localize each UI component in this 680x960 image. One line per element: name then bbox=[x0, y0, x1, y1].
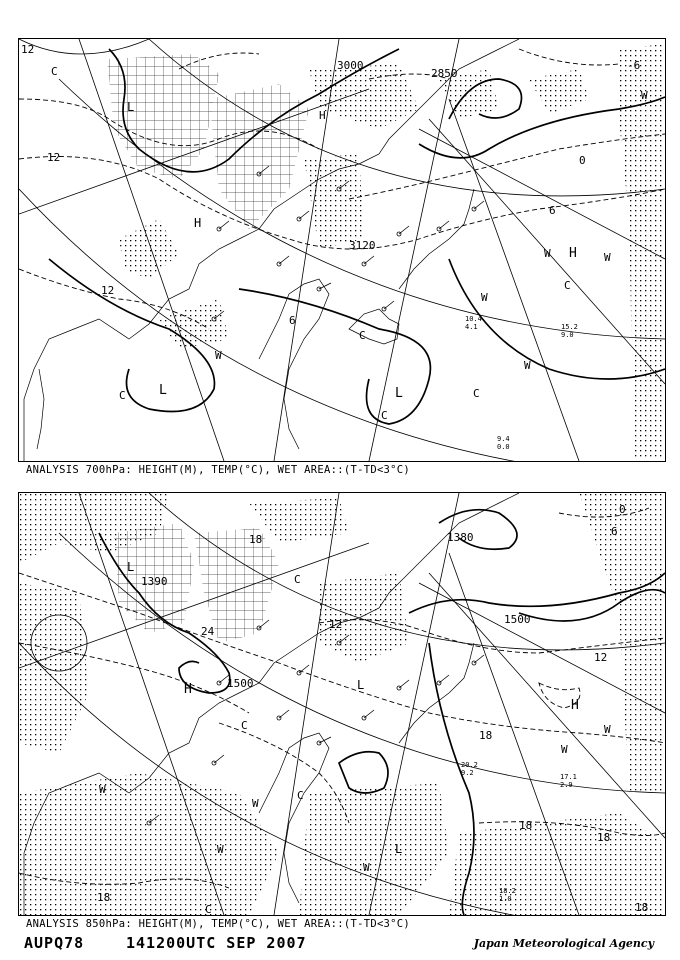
height-label: 1500 bbox=[504, 613, 531, 626]
station-value: 18.2 bbox=[499, 887, 516, 895]
temp-center: W bbox=[252, 797, 259, 810]
station-value: 9.4 bbox=[497, 435, 510, 443]
height-label: 1500 bbox=[227, 677, 254, 690]
height-label: 1390 bbox=[141, 575, 168, 588]
temp-center: W bbox=[481, 291, 488, 304]
temp-center: W bbox=[604, 723, 611, 736]
pressure-center: H bbox=[184, 682, 192, 697]
temp-label: 6 bbox=[549, 204, 556, 217]
temp-label: 18 bbox=[249, 533, 263, 546]
temp-center: C bbox=[119, 389, 126, 402]
pressure-center: L bbox=[357, 678, 365, 692]
temp-label: 18 bbox=[479, 729, 493, 742]
station-value: 17.1 bbox=[560, 773, 577, 781]
temp-center: W bbox=[215, 349, 222, 362]
temp-center: W bbox=[604, 251, 611, 264]
height-label: 3120 bbox=[349, 239, 376, 252]
temp-center: C bbox=[359, 329, 366, 342]
temp-center: W bbox=[217, 843, 224, 856]
temp-center: W bbox=[524, 359, 531, 372]
temp-center: W bbox=[544, 247, 551, 260]
temp-label: -6 bbox=[627, 59, 641, 72]
temp-center: W bbox=[363, 861, 370, 874]
station-value: 4.1 bbox=[465, 323, 478, 331]
map-700hpa-drawing bbox=[19, 39, 665, 461]
temp-center: W bbox=[99, 783, 106, 796]
temp-center: C bbox=[473, 387, 480, 400]
wet-areas bbox=[19, 493, 665, 915]
pressure-center: H bbox=[571, 698, 579, 713]
station-value: 10.4 bbox=[465, 315, 482, 323]
temp-center: C bbox=[51, 65, 58, 78]
temp-label: 12 bbox=[21, 43, 35, 56]
wet-areas bbox=[107, 44, 665, 459]
height-label: 1380 bbox=[447, 531, 474, 544]
caption-850hpa: ANALYSIS 850hPa: HEIGHT(M), TEMP(°C), WET AREA::(T-TD<3°C) bbox=[26, 918, 411, 930]
temp-label: 18 bbox=[519, 819, 533, 832]
temp-label: 18 bbox=[97, 891, 111, 904]
station-value: 2.9 bbox=[560, 781, 573, 789]
valid-time: 141200UTC SEP 2007 bbox=[126, 934, 307, 952]
temp-center: W bbox=[561, 743, 568, 756]
bulletin-id: AUPQ78 bbox=[24, 934, 85, 952]
pressure-center: H bbox=[319, 109, 326, 122]
temp-label: 6 bbox=[289, 314, 296, 327]
temp-label: 12 bbox=[101, 284, 115, 297]
temp-center: C bbox=[294, 573, 301, 586]
temp-label: 0 bbox=[579, 154, 586, 167]
temp-center: C bbox=[205, 903, 212, 915]
pressure-center: H bbox=[569, 246, 577, 261]
pressure-center: L bbox=[159, 383, 167, 398]
agency-name: Japan Meteorological Agency bbox=[473, 937, 654, 950]
pressure-center: L bbox=[395, 842, 403, 856]
map-850hpa-drawing bbox=[19, 493, 665, 915]
map-700hpa bbox=[18, 38, 666, 462]
station-value: 9.0 bbox=[561, 331, 574, 339]
temp-center: C bbox=[381, 409, 388, 422]
temp-label: 0 bbox=[619, 503, 626, 516]
height-label: 2850 bbox=[431, 67, 458, 80]
temp-center: W bbox=[641, 89, 648, 102]
pressure-center: L bbox=[127, 100, 135, 114]
temp-center: C bbox=[241, 719, 248, 732]
temp-label: 18 bbox=[597, 831, 611, 844]
temp-label: 12 bbox=[329, 618, 343, 631]
station-value: 0.0 bbox=[497, 443, 510, 451]
station-value: 9.2 bbox=[461, 769, 474, 777]
pressure-center: H bbox=[194, 216, 202, 230]
temp-label: 6 bbox=[611, 525, 618, 538]
temp-label: 24 bbox=[201, 625, 215, 638]
pressure-center: L bbox=[395, 386, 403, 401]
temp-label: 12 bbox=[594, 651, 608, 664]
temp-center: C bbox=[564, 279, 571, 292]
temp-center: C bbox=[297, 789, 304, 802]
temp-label: 18 bbox=[635, 901, 649, 914]
pressure-center: L bbox=[127, 560, 135, 574]
station-value: 1.0 bbox=[499, 895, 512, 903]
caption-700hpa: ANALYSIS 700hPa: HEIGHT(M), TEMP(°C), WET AREA::(T-TD<3°C) bbox=[26, 464, 411, 476]
map-850hpa bbox=[18, 492, 666, 916]
height-label: 3000 bbox=[337, 59, 364, 72]
temp-label: 12 bbox=[47, 151, 61, 164]
station-value: 20.2 bbox=[461, 761, 478, 769]
station-value: 15.2 bbox=[561, 323, 578, 331]
